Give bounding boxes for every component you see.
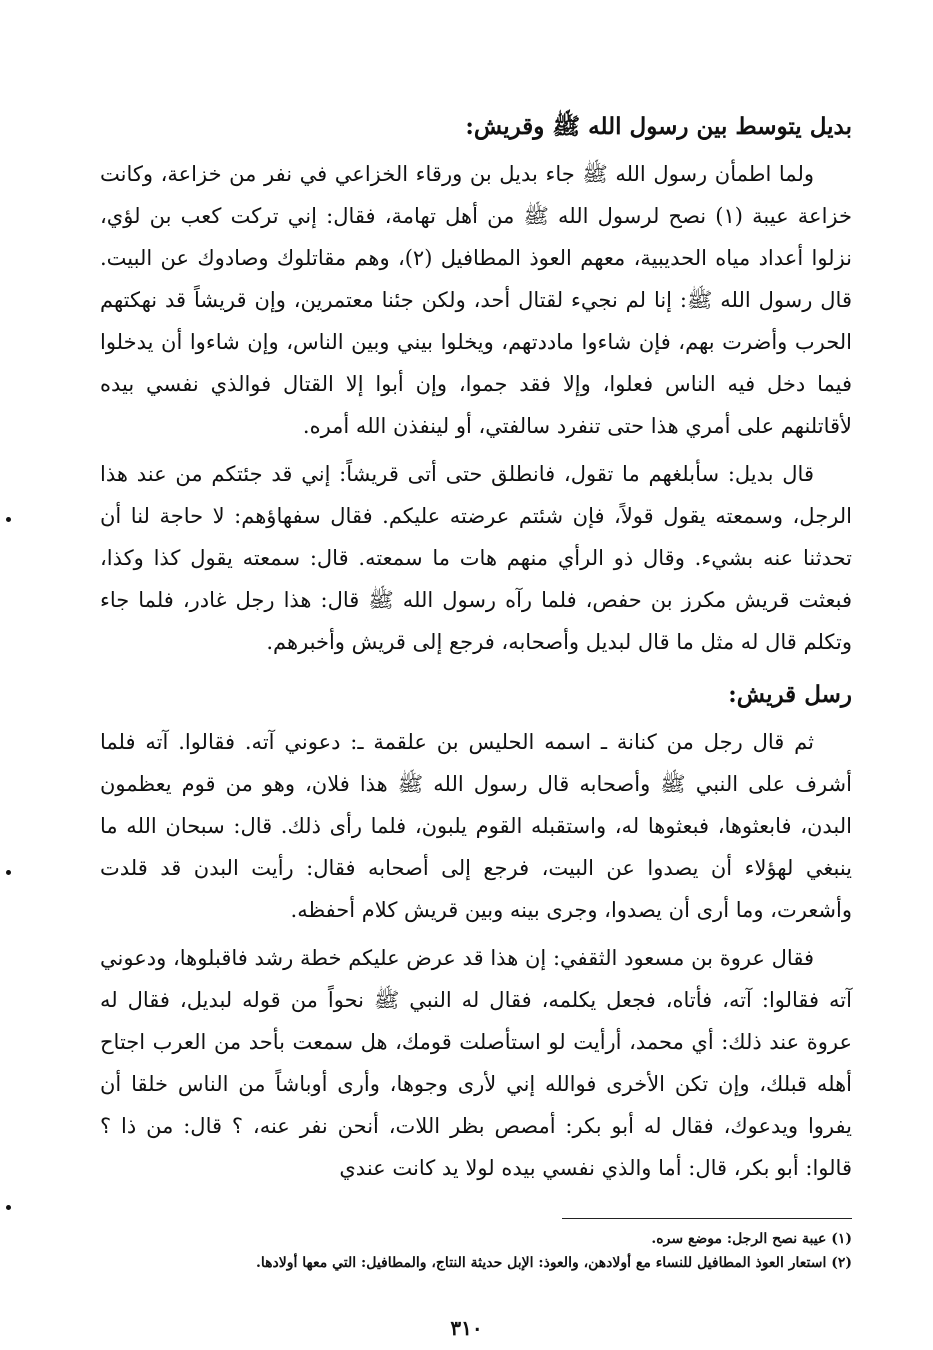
footnote-divider xyxy=(562,1218,852,1219)
scan-dot-mark xyxy=(6,517,11,522)
page-body xyxy=(100,95,852,1195)
paragraph-envoys-2: فقال عروة بن مسعود الثقفي: إن هذا قد عرض عليكم خطة رشد فاقبلوها، ودعوني آته فقالوا: آته، فأتاه، فجعل يكلمه، فقال له النبي ﷺ نحواً من قوله لبديل، فقال له عروة عند ذلك: أي محمد، أرأيت لو استأصلت قومك، هل سمعت بأحد من العرب اجتاح أهله قبلك، وإن تكن الأخرى فوالله إني لأرى وجوها، وأرى أوباشاً من الناس خلقا أن يفروا ويدعوك، فقال له أبو بكر: أمصص بظر اللات، أنحن نفر عنه، ؟ قال: من ذا ؟ قالوا: أبو بكر، قال: أما والذي نفسي بيده لولا يد كانت عندي xyxy=(100,946,852,1180)
paragraph-badil-1: ولما اطمأن رسول الله ﷺ جاء بديل بن ورقاء الخزاعي في نفر من خزاعة، وكانت خزاعة عيبة (١) نصح لرسول الله ﷺ من أهل تهامة، فقال: إني تركت كعب بن لؤي، نزلوا أعداد مياه الحديبية، معهم العوذ المطافيل (٢)، وهم مقاتلوك وصادوك عن البيت. قال رسول الله ﷺ: إنا لم نجيء لقتال أحد، ولكن جئنا معتمرين، وإن قريشاً قد نهكتهم الحرب وأضرت بهم، فإن شاءوا ماددتهم، ويخلوا بيني وبين الناس، وإن شاءوا أن يدخلوا فيما دخل فيه الناس فعلوا، وإلا فقد جموا، وإن أبوا إلا القتال فوالذي نفسي بيده لأقاتلنهم على أمري هذا حتى تنفرد سالفتي، أو لينفذن الله أمره. xyxy=(100,162,852,438)
footnotes xyxy=(100,1218,852,1275)
footnote-2: (٢) استعار العوذ المطافيل للنساء مع أولادهن، والعوذ: الإبل حديثة النتاج، والمطافيل: التي معها أولادها. xyxy=(256,1255,852,1271)
paragraph-envoys-1: ثم قال رجل من كنانة ـ اسمه الحليس بن علقمة ـ: دعوني آته. فقالوا. آته فلما أشرف على النبي ﷺ وأصحابه قال رسول الله ﷺ هذا فلان، وهو من قوم يعظمون البدن، فابعثوها، فبعثوها له، واستقبله القوم يلبون، فلما رأى ذلك. قال: سبحان الله ما ينبغي لهؤلاء أن يصدوا عن البيت، فرجع إلى أصحابه فقال: رأيت البدن قد قلدت وأشعرت، وما أرى أن يصدوا، وجرى بينه وبين قريش كلام أحفظه. xyxy=(100,730,852,922)
scan-dot-mark xyxy=(6,870,11,875)
section-heading-quraysh-envoys: رسل قريش: xyxy=(728,681,852,708)
footnote-1: (١) عيبة نصح الرجل: موضع سره. xyxy=(651,1231,852,1247)
paragraph-badil-2: قال بديل: سأبلغهم ما تقول، فانطلق حتى أتى قريشاً: إني قد جئتكم من عند هذا الرجل، وسمعته يقول قولاً، فإن شئتم عرضته عليكم. فقال سفهاؤهم: لا حاجة لنا أن تحدثنا عنه بشيء. وقال ذو الرأي منهم هات ما سمعته. قال: سمعته يقول كذا وكذا، فبعثت قريش مكرز بن حفص، فلما رآه رسول الله ﷺ قال: هذا رجل غادر، فلما جاء وتكلم قال له مثل ما قال لبديل وأصحابه، فرجع إلى قريش وأخبرهم. xyxy=(100,462,852,654)
section-heading-badil: بديل يتوسط بين رسول الله ﷺ وقريش: xyxy=(465,113,852,140)
scan-dot-mark xyxy=(6,1205,11,1210)
page-number: ٣١٠ xyxy=(450,1316,483,1340)
